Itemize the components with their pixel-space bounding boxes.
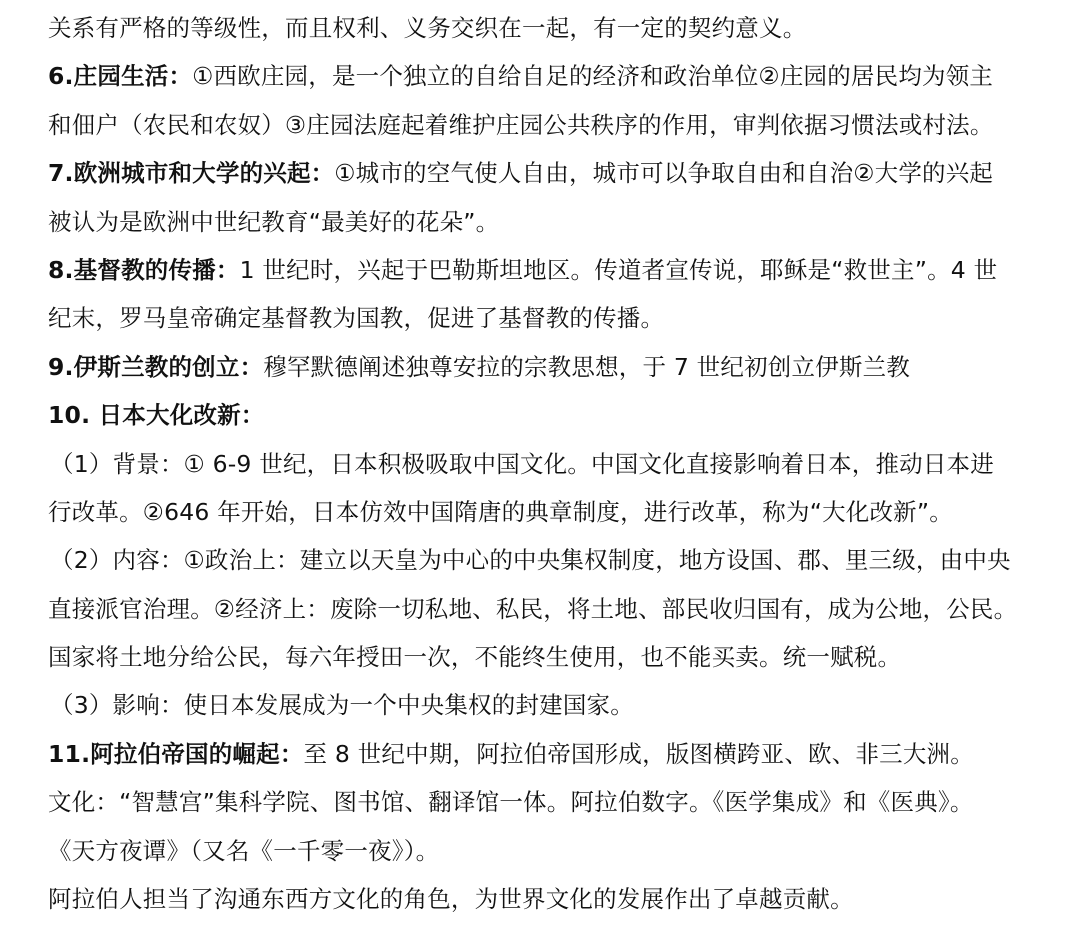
- line-text: 国家将土地分给公民，每六年授田一次，不能终生使用，也不能买卖。统一赋税。: [48, 643, 902, 672]
- line-text: 《天方夜谭》（又名《一千零一夜》）。: [48, 836, 440, 865]
- line-text: 被认为是欧洲中世纪教育“最美好的花朵”。: [48, 207, 500, 236]
- line-text: （2）内容：①政治上：建立以天皇为中心的中央集权制度，地方设国、郡、里三级，由中央: [50, 546, 1011, 575]
- section-10-heading-line: [48, 391, 1048, 439]
- section-10-content-line-3: [48, 633, 1048, 681]
- section-10-content-line-1: [48, 536, 1048, 584]
- section-9-heading: 9.伊斯兰教的创立：: [48, 352, 264, 381]
- section-10-content-line-2: [48, 585, 1048, 633]
- line-text: 直接派官治理。②经济上：废除一切私地、私民，将土地、部民收归国有，成为公地，公民。: [48, 594, 1018, 623]
- section-11-line-1: [48, 730, 1048, 778]
- section-6-line-1: [48, 52, 1048, 100]
- section-8-line-2: [48, 294, 1048, 342]
- section-10-heading: 10. 日本大化改新：: [48, 401, 265, 430]
- line-text: 纪末，罗马皇帝确定基督教为国教，促进了基督教的传播。: [48, 304, 665, 333]
- line-text: ①西欧庄园，是一个独立的自给自足的经济和政治单位②庄园的居民均为领主: [192, 62, 994, 91]
- section-7-line-1: [48, 149, 1048, 197]
- section-6-line-2: [48, 101, 1048, 149]
- text-line-01: [48, 4, 1048, 52]
- line-text: （1）背景：① 6-9 世纪，日本积极吸取中国文化。中国文化直接影响着日本，推动日本进: [50, 449, 994, 478]
- line-text: 和佃户（农民和农奴）③庄园法庭起着维护庄园公共秩序的作用，审判依据习惯法或村法。: [48, 110, 994, 139]
- section-8-heading: 8.基督教的传播：: [48, 255, 240, 284]
- section-10-background-line-1: [48, 440, 1048, 488]
- section-10-impact-line: [48, 681, 1048, 729]
- line-text: 穆罕默德阐述独尊安拉的宗教思想，于 7 世纪初创立伊斯兰教: [263, 352, 910, 381]
- section-11-culture-line-1: [48, 778, 1048, 826]
- line-text: 1 世纪时，兴起于巴勒斯坦地区。传道者宣传说，耶稣是“救世主”。4 世: [239, 255, 998, 284]
- section-11-conclusion-line: [48, 875, 1048, 923]
- line-text: （3）影响：使日本发展成为一个中央集权的封建国家。: [50, 691, 634, 720]
- section-9-line-1: [48, 343, 1048, 391]
- section-7-heading: 7.欧洲城市和大学的兴起：: [48, 159, 335, 188]
- line-text: 行改革。②646 年开始，日本仿效中国隋唐的典章制度，进行改革，称为“大化改新”。: [48, 497, 953, 526]
- section-7-line-2: [48, 198, 1048, 246]
- document-page: [48, 4, 1048, 923]
- section-10-background-line-2: [48, 488, 1048, 536]
- section-11-heading: 11.阿拉伯帝国的崛起：: [48, 739, 304, 768]
- line-text: 阿拉伯人担当了沟通东西方文化的角色，为世界文化的发展作出了卓越贡献。: [48, 885, 854, 914]
- line-text: ①城市的空气使人自由，城市可以争取自由和自治②大学的兴起: [334, 159, 994, 188]
- section-8-line-1: [48, 246, 1048, 294]
- section-11-culture-line-2: [48, 827, 1048, 875]
- line-text: 文化：“智慧宫”集科学院、图书馆、翻译馆一体。阿拉伯数字。《医学集成》和《医典》。: [48, 788, 974, 817]
- line-text: 至 8 世纪中期，阿拉伯帝国形成，版图横跨亚、欧、非三大洲。: [303, 739, 974, 768]
- line-text: 关系有严格的等级性，而且权利、义务交织在一起，有一定的契约意义。: [48, 14, 807, 42]
- section-6-heading: 6.庄园生活：: [48, 62, 193, 91]
